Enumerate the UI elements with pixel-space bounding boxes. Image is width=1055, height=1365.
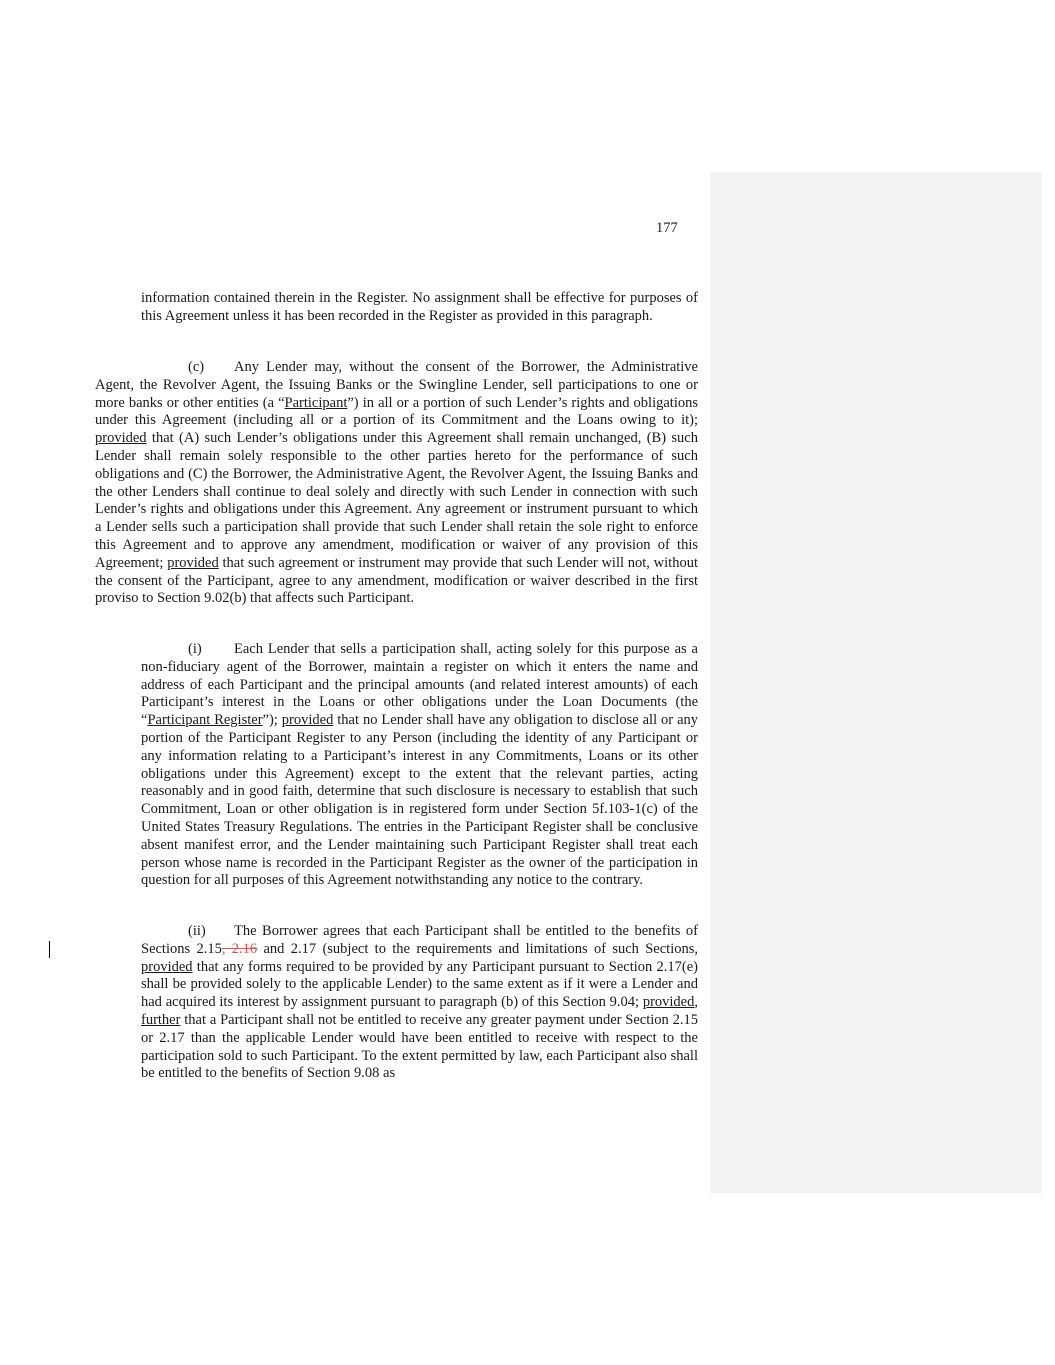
paragraph-ii-text-3: that any forms required to be provided by any Participant pursuant to Section 2.17(e) shall be provided solely to the applicable Lender) to the same extent as if it were a Lender and had acquired its interest by assignment pursuant to paragraph (b) of this Section 9.04; [141,958,698,1011]
paragraph-ii-enum: (ii) [188,923,206,939]
paragraph-ii-text-2: and 2.17 (subject to the requirements and limitations of such Sections, [257,940,699,957]
provided-term: provided [167,554,219,571]
paragraph-c-text-4: that such agreement or instrument may provide that such Lender will not, without the consent of the Participant, agree to any amendment, modification or waiver described in the first proviso to Section 9.02(b) that affects such Participant. [95,554,698,607]
provided-term: provided [141,958,193,975]
paragraph-c-text-1: Any Lender may, without the consent of the Borrower, the Administrative Agent, the Revolver Agent, the Issuing Banks or the Swingline Lender, sell participations to one or more banks or other entities (a “ [95,359,698,411]
paragraph-c-text-3: that (A) such Lender’s obligations under this Agreement shall remain unchanged, (B) such Lender shall remain solely responsible to the other parties hereto for the performance of such obligations and (C) the Borrower, the Administrative Agent, the Revolver Agent, the Issuing Banks and the other Lenders shall continue to deal solely and directly with such Lender in connection with such Lender’s rights and obligations under this Agreement. Any agreement or instrument pursuant to which a Lender sells such a participation shall provide that such Lender shall retain the sole right to enforce this Agreement and to approve any amendment, modification or waiver of any provision of this Agreement; [95,430,698,571]
defined-term-participant: Participant [284,394,348,411]
tracked-deletion: , 2.16 [221,940,258,957]
paragraph-i-text-2: ”); [262,712,282,729]
paragraph-continuation [141,290,698,326]
tracked-change-bar [49,941,50,958]
paragraph-i-enum: (i) [188,641,202,657]
paragraph-ii-text-4: , [694,994,698,1011]
defined-term-participant-register: Participant Register [147,712,263,729]
further-term: further [141,1011,181,1028]
paragraph-i-text-1: Each Lender that sells a participation shall, acting solely for this purpose as a non-fiduciary agent of the Borrower, maintain a register on which it enters the name and address of each Participant and the principal amounts (and related interest amounts) of each Participant’s interest in the Loans or other obligations under the Loan Documents (the “ [141,641,698,729]
page-number: 177 [656,220,678,236]
paragraph-c [95,359,698,608]
paragraph-ii-text-5: that a Participant shall not be entitled to receive any greater payment under Section 2.15 or 2.17 than the applicable Lender would have been entitled to receive with respect to the participation sold to such Participant. To the extent permitted by law, each Participant also shall be entitled to the benefits of Section 9.08 as [141,1011,698,1082]
paragraph-i [141,641,698,890]
paragraph-c-enum: (c) [188,359,205,375]
provided-term: provided [95,430,147,447]
provided-term: provided [281,712,334,729]
comment-pane [710,172,1042,1193]
paragraph-text: information contained therein in the Register. No assignment shall be effective for purposes of this Agreement unless it has been recorded in the Register as provided in this paragraph. [141,290,698,324]
paragraph-i-text-3: that no Lender shall have any obligation to disclose all or any portion of the Participant Register to any Person (including the identity of any Participant or any information relating to a Participant’s interest in any Commitments, Loans or its other obligations under this Agreement) except to the extent that the relevant parties, acting reasonably and in good faith, determine that such disclosure is necessary to establish that such Commitment, Loan or other obligation is in registered form under Section 5f.103-1(c) of the United States Treasury Regulations. The entries in the Participant Register shall be conclusive absent manifest error, and the Lender maintaining such Participant Register shall treat each person whose name is recorded in the Participant Register as the owner of the participation in question for all purposes of this Agreement notwithstanding any notice to the contrary. [141,712,699,889]
provided-term: provided [642,994,695,1011]
paragraph-c-text-2: ”) in all or a portion of such Lender’s rights and obligations under this Agreement (including all or a portion of its Commitment and the Loans owing to it); [95,394,698,429]
paragraph-ii [141,923,698,1083]
paragraph-ii-text-1: The Borrower agrees that each Participant shall be entitled to the benefits of Sections 2.15 [141,923,698,957]
